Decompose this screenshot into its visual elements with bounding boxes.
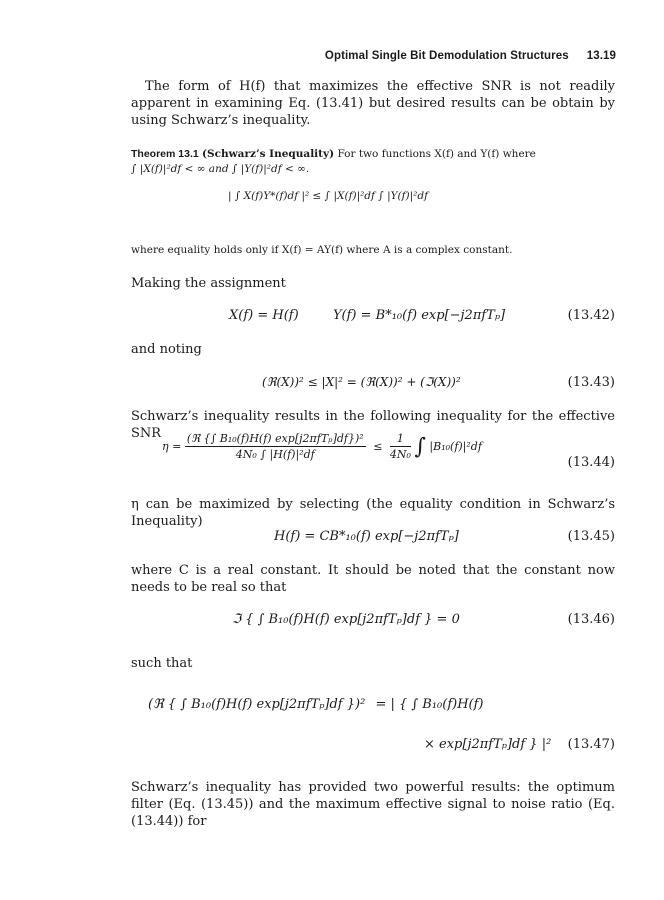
- equation-13-47-line2: × exp[j2πfTₚ]df } |²: [424, 737, 552, 752]
- eq44-rhs-den: 4N₀: [389, 448, 411, 461]
- eq47-number: (13.47): [567, 737, 615, 752]
- eq42-number: (13.42): [567, 308, 615, 323]
- theorem-block: [131, 147, 615, 177]
- eq44-rhs-integrand: |B₁₀(f)|²df: [429, 440, 482, 453]
- header-title: Optimal Single Bit Demodulation Structures: [324, 50, 569, 62]
- eq46-number: (13.46): [567, 612, 615, 627]
- where-text: where C is a real constant. It should be noted that the constant now needs to be real so that: [131, 563, 615, 595]
- schwarz-inequality: | ∫ X(f)Y*(f)df |² ≤ ∫ |X(f)|²df ∫ |Y(f)|²df: [228, 190, 428, 202]
- eq44-number: (13.44): [567, 455, 615, 470]
- eq44-denominator: 4N₀ ∫ |H(f)|²df: [235, 448, 315, 461]
- theorem-statement: For two functions X(f) and Y(f) where: [337, 148, 536, 160]
- eq42-rhs: Y(f) = B*₁₀(f) exp[−j2πfTₚ]: [332, 308, 506, 323]
- eta-text: η can be maximized by selecting (the equality condition in Schwarz’s Inequality): [131, 497, 615, 529]
- equation-13-45: H(f) = CB*₁₀(f) exp[−j2πfTₚ]: [274, 529, 459, 544]
- equation-13-43: (ℜ(X))² ≤ |X|² = (ℜ(X))² + (ℑ(X))²: [262, 375, 461, 389]
- theorem-condition: ∫ |X(f)|²df < ∞ and ∫ |Y(f)|²df < ∞.: [131, 163, 310, 175]
- running-header: [325, 50, 616, 62]
- equation-13-47-line1: [148, 697, 484, 712]
- eq42-lhs: X(f) = H(f): [229, 308, 299, 323]
- eq44-main-fraction: [185, 432, 366, 461]
- theorem-label: Theorem 13.1: [131, 148, 199, 160]
- page-number: 13.19: [586, 50, 616, 62]
- intro-paragraph: The form of H(f) that maximizes the effective SNR is not readily apparent in examining Eq. (13.41) but desired results can be obtain by using Schwarz’s inequality.: [131, 79, 615, 128]
- equation-13-42: [229, 308, 505, 323]
- eq44-rhs-num: 1: [390, 432, 411, 447]
- equation-13-44: η = $\frac{\text{(ℜ \{∫ B₁₀(f)H(f) exp[j2πfTₚ]df\})²}}{\text{4N₀ ∫ |H(f)|²df}}$ ≤ $\frac{1}{\text{4N₀}}$ ∫ |B₁₀(f)|²df: [162, 432, 482, 461]
- closing-paragraph: Schwarz’s inequality has provided two powerful results: the optimum filter (Eq. (13.45)) and the maximum effective signal to noise ratio (Eq. (13.44)) for: [131, 780, 615, 829]
- eq44-lhs: η =: [162, 440, 182, 453]
- equation-13-46: ℑ { ∫ B₁₀(f)H(f) exp[j2πfTₚ]df } = 0: [232, 612, 460, 627]
- eq45-number: (13.45): [567, 529, 615, 544]
- eq43-number: (13.43): [567, 375, 615, 390]
- eq44-numerator: (ℜ {∫ B₁₀(f)H(f) exp[j2πfTₚ]df})²: [186, 432, 364, 445]
- eq44-rhs-fraction: [390, 432, 411, 461]
- theorem-name: (Schwarz’s Inequality): [202, 148, 335, 160]
- noting-text: and noting: [131, 342, 202, 357]
- such-that-text: such that: [131, 656, 193, 671]
- results-text: Schwarz’s inequality results in the following inequality for the effective SNR: [131, 409, 615, 441]
- equality-condition: where equality holds only if X(f) = AY(f) where A is a complex constant.: [131, 244, 513, 256]
- eq47-rhs: = | { ∫ B₁₀(f)H(f): [375, 697, 484, 712]
- eq47-lhs: (ℜ { ∫ B₁₀(f)H(f) exp[j2πfTₚ]df })²: [148, 697, 366, 712]
- assignment-text: Making the assignment: [131, 276, 286, 291]
